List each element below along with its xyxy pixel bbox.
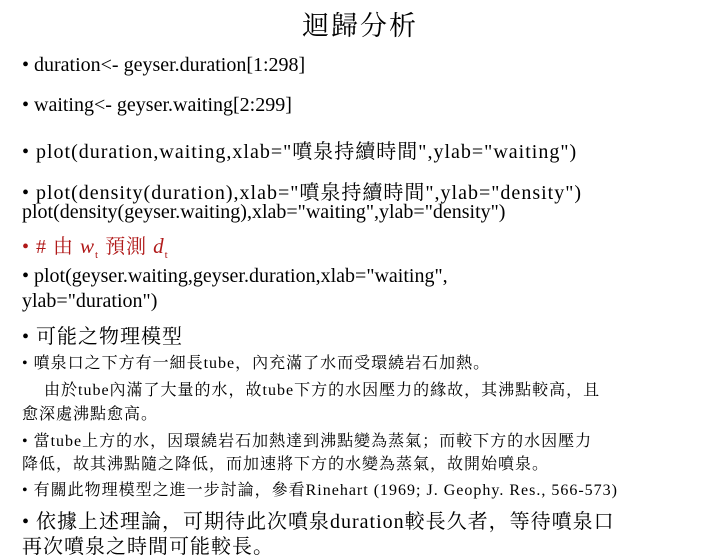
bullet-waiting-assign: • waiting<- geyser.waiting[2:299]: [22, 94, 292, 116]
para-tube-3: 愈深處沸點愈高。: [22, 406, 159, 423]
bullet-physical-model: • 可能之物理模型: [22, 326, 184, 348]
para-tube-1: • 噴泉口之下方有一細長tube，內充滿了水而受環繞岩石加熱。: [22, 355, 491, 372]
page-title: 迴歸分析: [302, 11, 418, 41]
math-d: d: [153, 234, 165, 258]
comment-mid: 預測: [99, 236, 154, 258]
comment-prefix: • # 由: [22, 236, 81, 258]
bullet-plot-waiting-duration-2: ylab="duration"): [22, 290, 158, 312]
math-w-subscript: t: [95, 249, 100, 261]
para-conclusion-1: • 依據上述理論，可期待此次噴泉duration較長久者，等待噴泉口: [22, 511, 615, 533]
math-w: w: [80, 234, 96, 258]
bullet-plot-waiting-duration-1: • plot(geyser.waiting,geyser.duration,xlab="waiting",: [22, 265, 448, 287]
bullet-duration-assign: • duration<- geyser.duration[1:298]: [22, 54, 306, 76]
math-d-subscript: t: [164, 249, 169, 261]
bullet-plot-density-2: plot(density(geyser.waiting),xlab="waiting",ylab="density"): [22, 201, 506, 223]
para-boiling-1: • 當tube上方的水，因環繞岩石加熱達到沸點變為蒸氣；而較下方的水因壓力: [22, 433, 593, 450]
para-reference: • 有關此物理模型之進一步討論，參看Rinehart (1969; J. Geophy. Res., 566-573): [22, 482, 618, 499]
para-tube-2: 由於tube內滿了大量的水，故tube下方的水因壓力的緣故，其沸點較高，且: [44, 382, 601, 399]
para-conclusion-2: 再次噴泉之時間可能較長。: [22, 536, 274, 558]
bullet-plot-density-1: • plot(density(duration),xlab="噴泉持續時間",ylab="density"): [22, 182, 583, 204]
para-boiling-2: 降低，故其沸點隨之降低，而加速將下方的水變為蒸氣，故開始噴泉。: [22, 456, 550, 473]
bullet-plot-scatter: • plot(duration,waiting,xlab="噴泉持續時間",ylab="waiting"): [22, 141, 578, 163]
bullet-comment-predict: [22, 230, 169, 261]
